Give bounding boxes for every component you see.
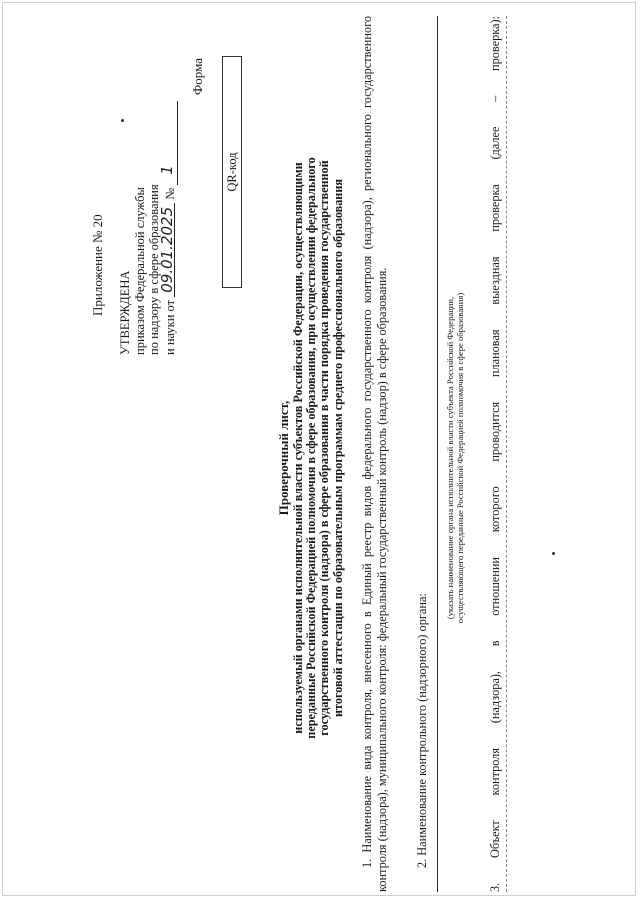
handwritten-number: 1 [157, 165, 176, 175]
authority-fill-line [437, 16, 438, 892]
item-3-control-object: 3. Объект контроля (надзора), в отношении которого проводится плановая выездная проверка (далее – проверка): [488, 16, 502, 892]
item-2-control-authority: 2. Наименование контрольного (надзорного) органа: [415, 593, 429, 868]
form-label: Форма [190, 58, 205, 95]
authority-hint-line-1: (указать наименование органа исполнительной власти субъекта Российской Федерации, [445, 296, 455, 620]
order-line-2: по надзору в сфере образования [147, 184, 161, 355]
document-title: Проверочный лист, [276, 400, 291, 516]
item-1-control-type: 1. Наименование вида контроля, внесенного в Единый реестр видов федерального государственного контроля (надзора), регионального государственного контроля (надзора), муниципального контроля: федеральный государственный контроль (надзор) в сфере образования. [360, 16, 389, 892]
order-date-label: и науки от [162, 299, 177, 355]
approved-heading: УТВЕРЖДЕНА [118, 270, 132, 355]
object-fill-line [506, 16, 507, 892]
scan-speck [121, 119, 124, 122]
order-number-label: № [162, 187, 177, 200]
handwritten-date: 09.01.2025 [160, 203, 176, 297]
appendix-number: Приложение № 20 [90, 214, 105, 316]
order-line-3 [157, 101, 179, 355]
approval-block [118, 101, 178, 355]
document-subtitle: используемый органами исполнительной власти субъектов Российской Федерации, осуществляющими переданные Российской Федерацией полномочия в сфере образования, при осуществлении федерального государственного контроля (надзора) в сфере образования в части порядка проведения государственной итоговой аттестации по образовательным программам среднего профессионального образования [291, 157, 345, 739]
scan-speck [552, 552, 555, 555]
qr-code-box: QR-код [222, 56, 242, 288]
authority-hint-line-2: осуществляющего переданные Российской Федерацией полномочия в сфере образования) [454, 292, 465, 624]
order-line-1: приказом Федеральной службы [132, 187, 147, 355]
authority-hint [446, 248, 465, 668]
